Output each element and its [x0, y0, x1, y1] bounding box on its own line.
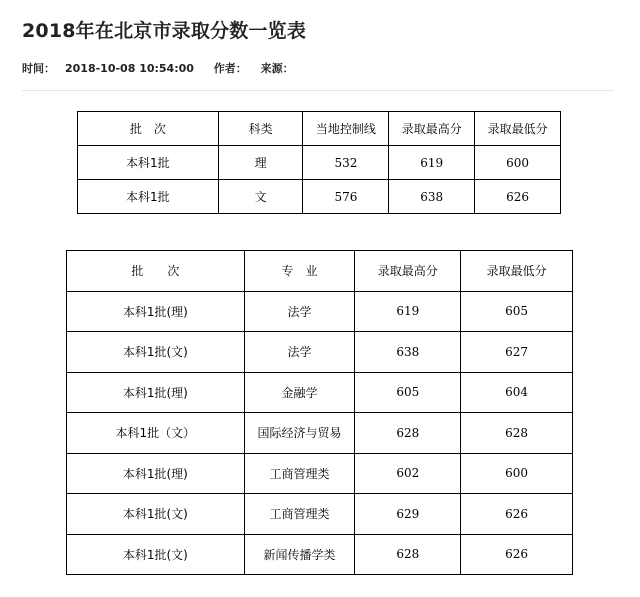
cutoff-table — [77, 111, 561, 214]
time-label: 时间： — [22, 62, 55, 75]
header-cell: 科类 — [218, 112, 303, 146]
max-score-cell: 628 — [355, 413, 461, 454]
page-title: 2018年在北京市录取分数一览表 — [22, 20, 307, 42]
major-cell: 法学 — [244, 291, 355, 332]
table-row — [67, 332, 573, 373]
min-score-cell: 628 — [461, 413, 573, 454]
header-cell: 录取最高分 — [355, 251, 461, 292]
batch-cell: 本科1批(理) — [67, 372, 245, 413]
major-cell: 新闻传播学类 — [244, 534, 355, 575]
table-row — [67, 494, 573, 535]
major-cell: 国际经济与贸易 — [244, 413, 355, 454]
header-cell: 录取最低分 — [461, 251, 573, 292]
header-cell: 录取最高分 — [389, 112, 475, 146]
header-cell: 批 次 — [78, 112, 219, 146]
table-row — [67, 413, 573, 454]
min-score-cell: 627 — [461, 332, 573, 373]
author-label: 作者： — [213, 62, 247, 75]
batch-cell: 本科1批(文) — [67, 332, 245, 373]
header-cell: 当地控制线 — [303, 112, 389, 146]
batch-cell: 本科1批 — [78, 146, 219, 180]
max-score-cell: 605 — [355, 372, 461, 413]
min-score-cell: 626 — [461, 494, 573, 535]
max-score-cell: 638 — [389, 180, 475, 214]
max-score-cell: 638 — [355, 332, 461, 373]
table-row — [67, 534, 573, 575]
header-cell: 批 次 — [67, 251, 245, 292]
min-score-cell: 600 — [461, 453, 573, 494]
major-cell: 金融学 — [244, 372, 355, 413]
max-score-cell: 619 — [389, 146, 475, 180]
min-score-cell: 600 — [475, 146, 561, 180]
category-cell: 理 — [218, 146, 303, 180]
major-cell: 工商管理类 — [244, 453, 355, 494]
control-line-cell: 576 — [303, 180, 389, 214]
major-cell: 工商管理类 — [244, 494, 355, 535]
max-score-cell: 628 — [355, 534, 461, 575]
source-label: 来源： — [260, 62, 294, 75]
table-header-row — [67, 251, 573, 292]
batch-cell: 本科1批(理) — [67, 291, 245, 332]
max-score-cell: 619 — [355, 291, 461, 332]
batch-cell: 本科1批(理) — [67, 453, 245, 494]
table-row — [67, 372, 573, 413]
min-score-cell: 605 — [461, 291, 573, 332]
table-row — [67, 291, 573, 332]
min-score-cell: 604 — [461, 372, 573, 413]
batch-cell: 本科1批(文) — [67, 494, 245, 535]
min-score-cell: 626 — [461, 534, 573, 575]
max-score-cell: 629 — [355, 494, 461, 535]
max-score-cell: 602 — [355, 453, 461, 494]
batch-cell: 本科1批（文） — [67, 413, 245, 454]
min-score-cell: 626 — [475, 180, 561, 214]
header-cell: 专 业 — [244, 251, 355, 292]
batch-cell: 本科1批(文) — [67, 534, 245, 575]
table-row — [78, 146, 561, 180]
time-value: 2018-10-08 10:54:00 — [65, 62, 194, 75]
divider — [22, 90, 614, 91]
article-meta — [22, 60, 304, 76]
table-header-row — [78, 112, 561, 146]
major-scores-table — [66, 250, 573, 575]
table-row — [67, 453, 573, 494]
header-cell: 录取最低分 — [475, 112, 561, 146]
table-row — [78, 180, 561, 214]
major-cell: 法学 — [244, 332, 355, 373]
category-cell: 文 — [218, 180, 303, 214]
batch-cell: 本科1批 — [78, 180, 219, 214]
control-line-cell: 532 — [303, 146, 389, 180]
